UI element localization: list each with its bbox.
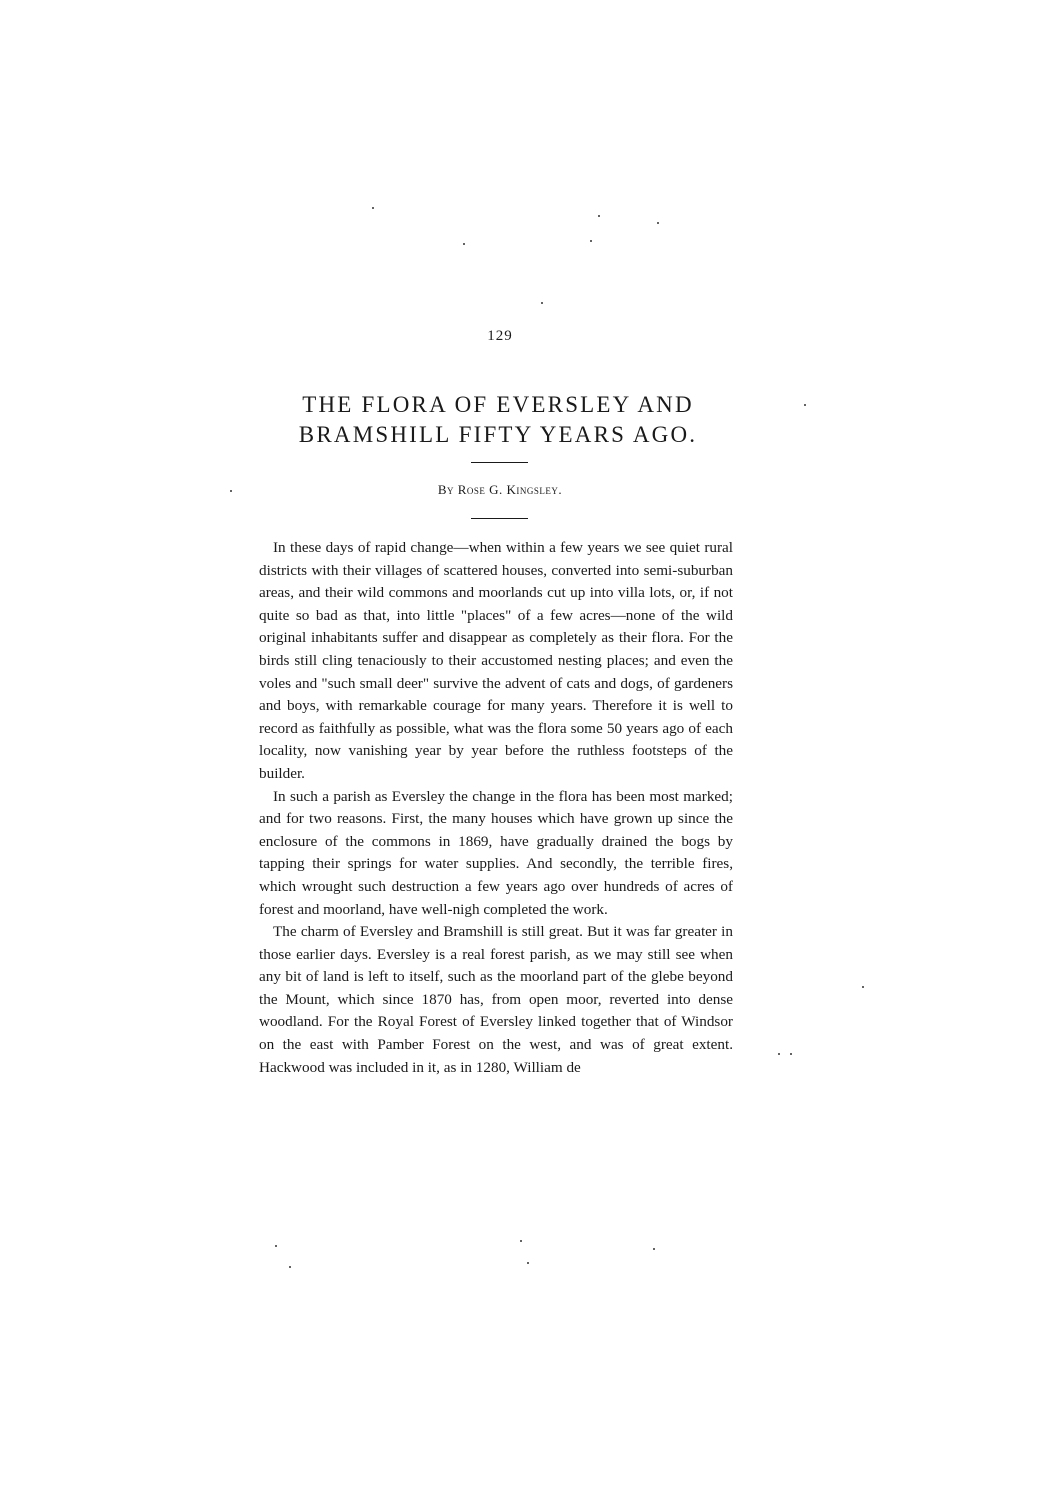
title-divider-top — [471, 462, 528, 463]
scan-speck — [804, 404, 806, 406]
article-title-line-1: THE FLORA OF EVERSLEY AND — [302, 392, 694, 417]
byline-author: Rose G. Kingsley. — [457, 482, 563, 497]
scan-speck — [590, 240, 592, 242]
scan-speck — [778, 1053, 780, 1055]
paragraph-2: In such a parish as Eversley the change in the flora has been most marked; and for two reasons. First, the many houses which have grown up since the enclosure of the commons in 1869, have gradually drained the bogs by tapping their springs for water supplies. And secondly, the terrible fires, which wrought such destruction a few years ago over hundreds of acres of forest and moorland, have well-nigh completed the work. — [259, 787, 733, 918]
page-number: 129 — [487, 328, 513, 344]
scan-speck — [372, 207, 374, 209]
scan-speck — [790, 1053, 792, 1055]
article-body — [259, 537, 733, 1079]
byline — [0, 482, 1000, 498]
scan-speck — [862, 986, 864, 988]
title-divider-bottom — [471, 518, 528, 519]
scan-speck — [527, 1262, 529, 1264]
scan-speck — [653, 1248, 655, 1250]
byline-prefix: By — [437, 482, 454, 497]
scan-speck — [230, 490, 232, 492]
article-title-line-2: BRAMSHILL FIFTY YEARS AGO. — [298, 422, 698, 447]
scan-speck — [520, 1240, 522, 1242]
scan-speck — [463, 243, 465, 245]
scan-speck — [657, 222, 659, 224]
paragraph-3: The charm of Eversley and Bramshill is still great. But it was far greater in those earlier days. Eversley is a real forest parish, as we may still see when any bit of land is left to itself, such as the moorland part of the glebe beyond the Mount, which since 1870 has, from open moor, reverted into dense woodland. For the Royal Forest of Eversley linked together that of Windsor on the east with Pamber Forest on the west, and was of great extent. Hackwood was included in it, as in 1280, William de — [259, 923, 733, 1076]
scan-speck — [598, 215, 600, 217]
scan-speck — [275, 1245, 277, 1247]
article-title — [238, 390, 758, 450]
paragraph-1: In these days of rapid change—when within a few years we see quiet rural districts with their villages of scattered houses, converted into semi-suburban areas, and their wild commons and moorlands cut up into villa lots, or, if not quite so bad as that, into little "places" of a few acres—none of the wild original inhabitants suffer and disappear as completely as their flora. For the birds still cling tenaciously to their accustomed nesting places; and even the voles and "such small deer" survive the advent of cats and dogs, of gardeners and boys, with remarkable courage for many years. Therefore it is well to record as faithfully as possible, what was the flora some 50 years ago of each locality, now vanishing year by year before the ruthless footsteps of the builder. — [259, 539, 733, 782]
scan-speck — [541, 302, 543, 304]
scan-speck — [289, 1266, 291, 1268]
